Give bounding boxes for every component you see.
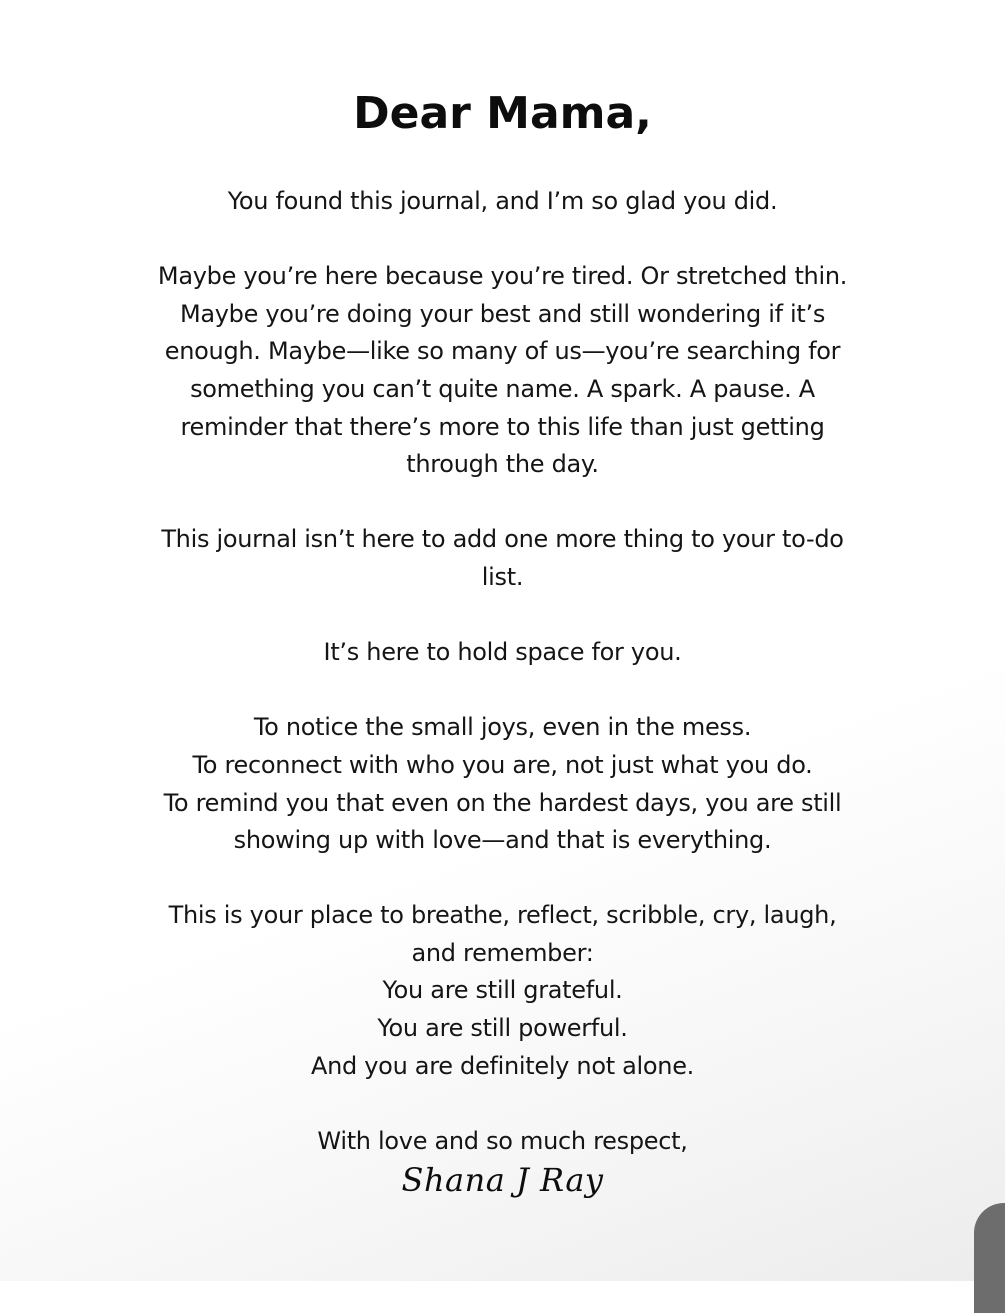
signature: Shana J Ray (401, 1161, 604, 1199)
paragraph-line: To reconnect with who you are, not just what you do. (192, 750, 813, 779)
paragraph-line: and remember: (411, 938, 594, 967)
paragraph-space (110, 634, 895, 672)
paragraph-line: This is your place to breathe, reflect, scribble, cry, laugh, (168, 901, 837, 930)
paragraph-line: This journal isn’t here to add one more thing to your to-do (161, 525, 844, 554)
letter-title: Dear Mama, (353, 88, 652, 139)
paragraph-line: To notice the small joys, even in the mess. (253, 713, 752, 742)
paragraph-line: You are still powerful. (377, 1014, 628, 1043)
paragraph-line: list. (481, 562, 524, 591)
letter-body (110, 183, 895, 1160)
paragraph-maybe (110, 258, 895, 484)
paragraph-journal (110, 521, 895, 596)
paragraph-notice (110, 709, 895, 859)
closing-line: With love and so much respect, (317, 1126, 688, 1155)
paragraph-line: something you can’t quite name. A spark. A pause. A (190, 374, 815, 403)
paragraph-line: through the day. (406, 450, 599, 479)
paragraph-remember (110, 897, 895, 1085)
paragraph-line: reminder that there’s more to this life than just getting (180, 412, 825, 441)
intro-paragraph (110, 183, 895, 221)
paragraph-line: To remind you that even on the hardest days, you are still (163, 788, 842, 817)
paragraph-line: Maybe you’re doing your best and still wondering if it’s (179, 299, 826, 328)
paragraph-line: And you are definitely not alone. (310, 1051, 695, 1080)
paragraph-line: enough. Maybe—like so many of us—you’re searching for (164, 337, 841, 366)
paragraph-line: showing up with love—and that is everything. (233, 826, 772, 855)
corner-tab-shape (974, 1203, 1005, 1313)
paragraph-line: You are still grateful. (382, 976, 623, 1005)
intro-line: You found this journal, and I’m so glad you did. (227, 187, 778, 215)
closing-paragraph (110, 1123, 895, 1161)
paragraph-line: It’s here to hold space for you. (323, 638, 682, 667)
paragraph-line: Maybe you’re here because you’re tired. Or stretched thin. (157, 262, 848, 291)
